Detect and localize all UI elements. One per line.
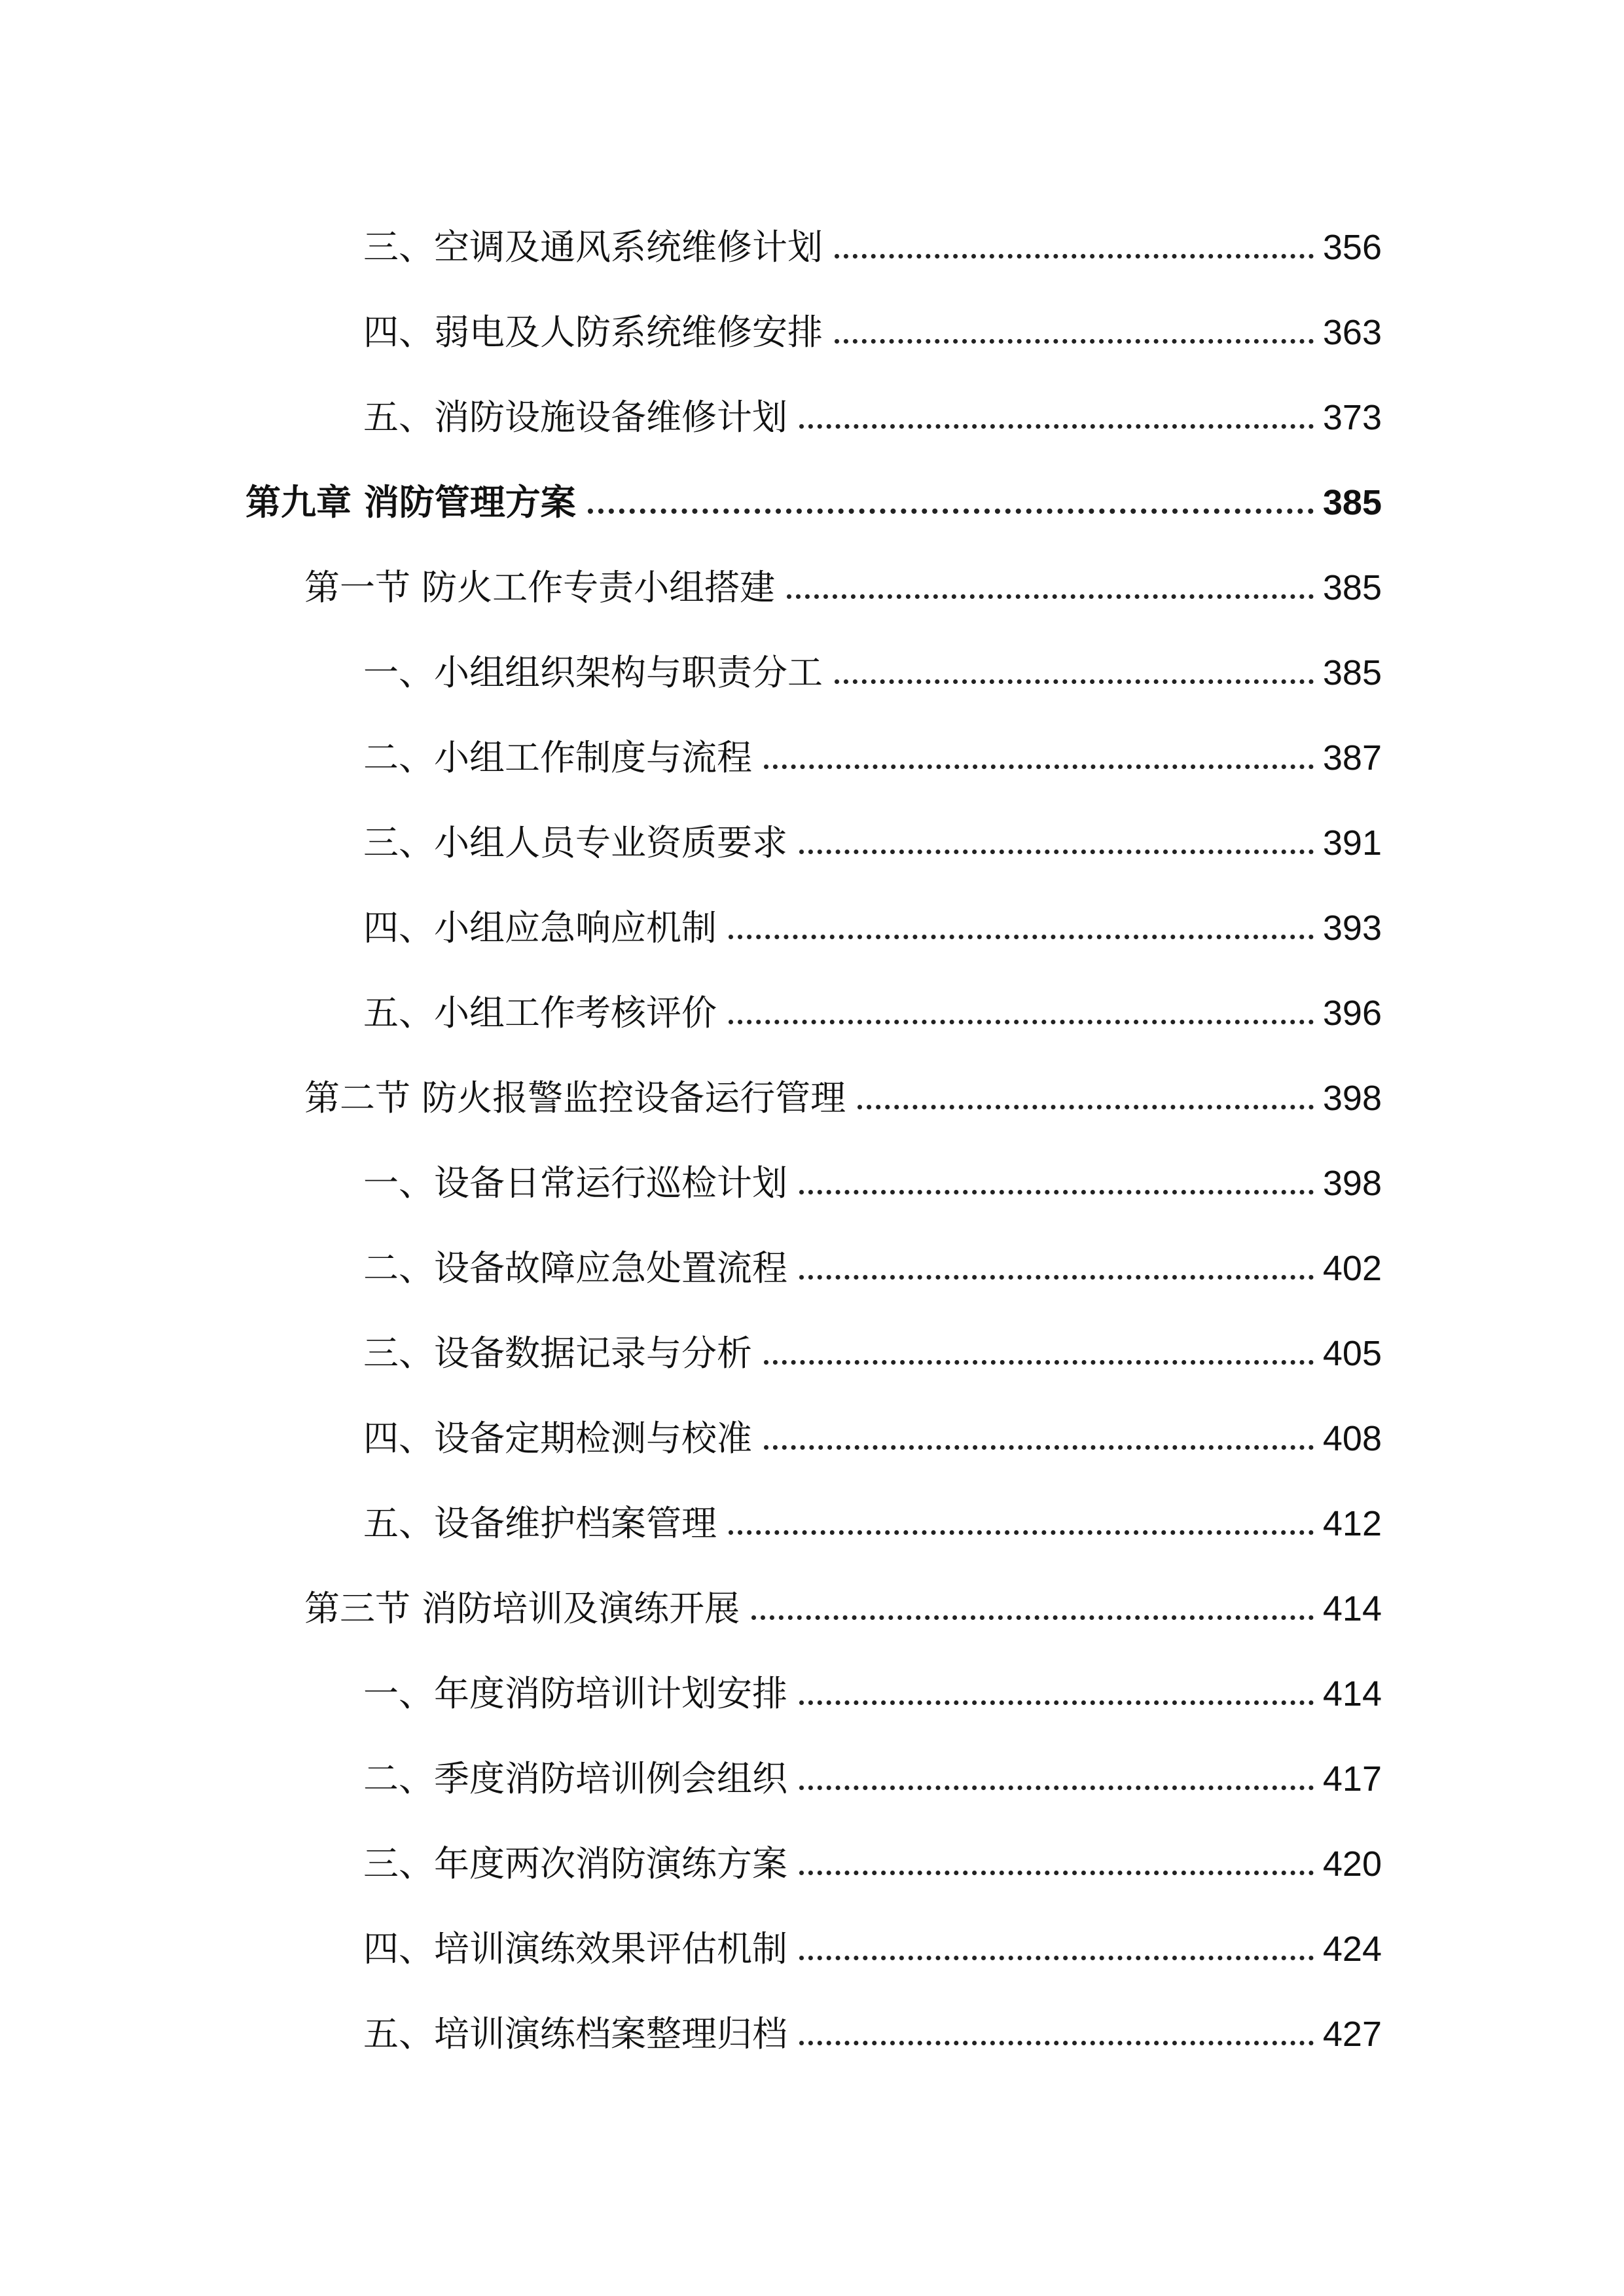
toc-entry[interactable] xyxy=(363,1142,1382,1204)
toc-entry-title: 五、小组工作考核评价 xyxy=(363,992,717,1033)
toc-entry-title: 四、设备定期检测与校准 xyxy=(363,1418,752,1459)
toc-entry[interactable] xyxy=(363,291,1382,353)
toc-entry-title: 第一节 防火工作专责小组搭建 xyxy=(304,567,776,608)
toc-entry[interactable] xyxy=(363,1653,1382,1712)
toc-entry[interactable] xyxy=(363,1908,1382,1967)
toc-entry-title: 第九章 消防管理方案 xyxy=(245,482,576,523)
toc-entry-page: 412 xyxy=(1322,1504,1382,1543)
toc-entry-title: 二、小组工作制度与流程 xyxy=(363,737,752,778)
toc-entry[interactable] xyxy=(363,972,1382,1031)
toc-entry-page: 356 xyxy=(1322,228,1382,267)
toc-leader-dots xyxy=(835,339,1314,344)
toc-leader-dots xyxy=(799,1275,1314,1280)
toc-entry-title: 一、设备日常运行巡检计划 xyxy=(363,1162,787,1204)
toc-entry-page: 398 xyxy=(1322,1164,1382,1203)
toc-leader-dots xyxy=(799,424,1314,429)
toc-entry-title: 一、年度消防培训计划安排 xyxy=(363,1673,787,1714)
toc-entry-page: 405 xyxy=(1322,1334,1382,1373)
toc-leader-dots xyxy=(729,935,1314,939)
toc-leader-dots xyxy=(857,1105,1314,1109)
toc-leader-dots xyxy=(729,1020,1314,1024)
toc-entry[interactable] xyxy=(363,206,1382,268)
toc-leader-dots xyxy=(799,2041,1314,2045)
toc-section-entry[interactable] xyxy=(304,1568,1382,1629)
toc-entry[interactable] xyxy=(363,632,1382,691)
toc-entry[interactable] xyxy=(363,717,1382,776)
toc-entry-title: 四、培训演练效果评估机制 xyxy=(363,1928,787,1969)
toc-entry[interactable] xyxy=(363,1738,1382,1797)
toc-entry-page: 385 xyxy=(1322,483,1382,522)
toc-section-entry[interactable] xyxy=(304,1057,1382,1119)
toc-entry[interactable] xyxy=(363,376,1382,438)
toc-entry-page: 385 xyxy=(1322,653,1382,692)
toc-entry-title: 二、设备故障应急处置流程 xyxy=(363,1247,787,1289)
toc-leader-dots xyxy=(799,1871,1314,1875)
toc-entry[interactable] xyxy=(363,1993,1382,2052)
toc-entry[interactable] xyxy=(363,1823,1382,1882)
toc-leader-dots xyxy=(764,764,1314,769)
toc-leader-dots xyxy=(751,1615,1314,1620)
toc-entry-page: 387 xyxy=(1322,738,1382,778)
toc-entry[interactable] xyxy=(363,887,1382,946)
toc-entry-title: 一、小组组织架构与职责分工 xyxy=(363,652,823,693)
toc-entry-page: 391 xyxy=(1322,823,1382,863)
toc-entry[interactable] xyxy=(363,802,1382,861)
toc-leader-dots xyxy=(799,850,1314,854)
toc-entry-page: 427 xyxy=(1322,2015,1382,2054)
toc-leader-dots xyxy=(787,594,1314,599)
toc-entry[interactable] xyxy=(363,1482,1382,1544)
toc-entry-title: 三、空调及通风系统维修计划 xyxy=(363,226,823,268)
toc-leader-dots xyxy=(764,1360,1314,1365)
toc-entry-page: 396 xyxy=(1322,994,1382,1033)
toc-entry-title: 二、季度消防培训例会组织 xyxy=(363,1758,787,1799)
toc-entry-title: 第三节 消防培训及演练开展 xyxy=(304,1588,740,1629)
toc-entry-page: 424 xyxy=(1322,1929,1382,1969)
toc-leader-dots xyxy=(588,509,1314,514)
toc-entry-page: 414 xyxy=(1322,1589,1382,1628)
toc-entry-title: 第二节 防火报警监控设备运行管理 xyxy=(304,1077,846,1119)
toc-entry-title: 三、年度两次消防演练方案 xyxy=(363,1843,787,1884)
toc-entry-page: 420 xyxy=(1322,1844,1382,1884)
toc-entry-page: 417 xyxy=(1322,1759,1382,1799)
toc-entry-title: 五、设备维护档案管理 xyxy=(363,1503,717,1544)
toc-leader-dots xyxy=(799,1190,1314,1194)
toc-leader-dots xyxy=(799,1785,1314,1790)
toc-entry-title: 四、小组应急响应机制 xyxy=(363,907,717,948)
toc-leader-dots xyxy=(764,1445,1314,1450)
toc-entry-page: 402 xyxy=(1322,1249,1382,1288)
toc-leader-dots xyxy=(729,1530,1314,1535)
toc-entry-title: 五、消防设施设备维修计划 xyxy=(363,397,787,438)
toc-entry-page: 385 xyxy=(1322,568,1382,607)
toc-entry-page: 408 xyxy=(1322,1419,1382,1458)
toc-entry-page: 373 xyxy=(1322,398,1382,437)
toc-section-entry[interactable] xyxy=(304,547,1382,608)
toc-leader-dots xyxy=(835,679,1314,684)
toc-entry-page: 398 xyxy=(1322,1079,1382,1118)
toc-leader-dots xyxy=(799,1956,1314,1960)
toc-entry-title: 五、培训演练档案整理归档 xyxy=(363,2013,787,2054)
toc-entry-title: 三、小组人员专业资质要求 xyxy=(363,822,787,863)
toc-entry-page: 393 xyxy=(1322,908,1382,948)
toc-entry[interactable] xyxy=(363,1397,1382,1459)
toc-entry[interactable] xyxy=(363,1312,1382,1374)
toc-entry[interactable] xyxy=(363,1227,1382,1289)
toc-chapter-entry[interactable] xyxy=(245,461,1382,523)
toc-entry-page: 363 xyxy=(1322,313,1382,352)
toc-leader-dots xyxy=(799,1700,1314,1705)
toc-entry-page: 414 xyxy=(1322,1674,1382,1713)
toc-entry-title: 四、弱电及人防系统维修安排 xyxy=(363,312,823,353)
toc-leader-dots xyxy=(835,254,1314,259)
toc-entry-title: 三、设备数据记录与分析 xyxy=(363,1333,752,1374)
